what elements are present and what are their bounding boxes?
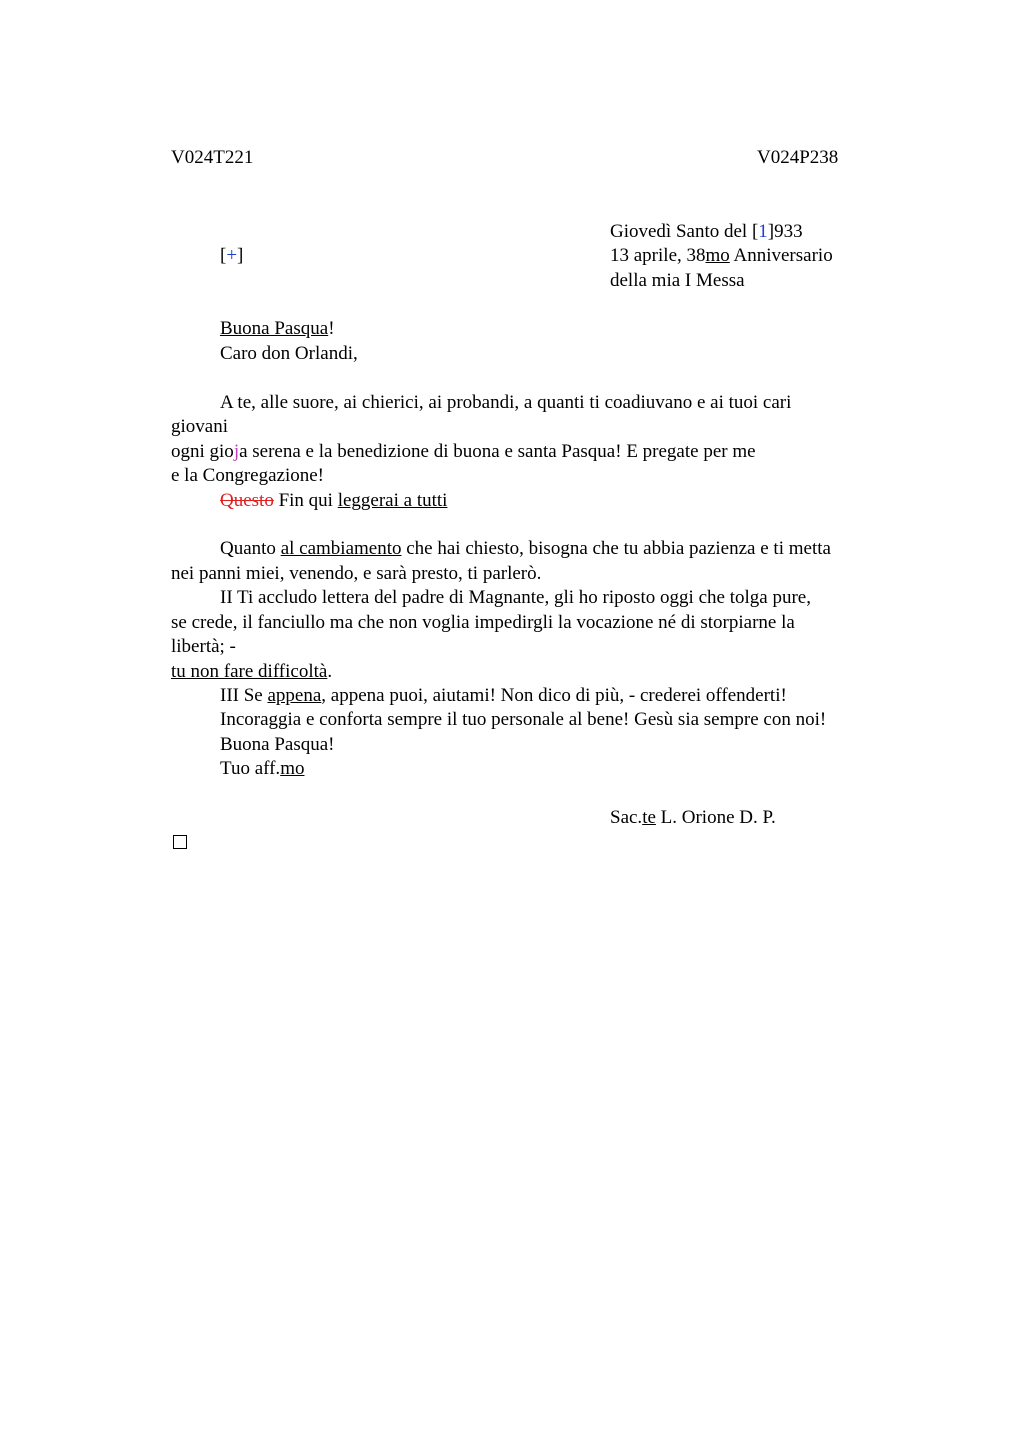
deleted-text: Questo bbox=[220, 490, 274, 511]
body-line: giovani bbox=[171, 416, 228, 437]
body-line: Incoraggia e conforta sempre il tuo personale al bene! Gesù sia sempre con noi! bbox=[220, 709, 827, 730]
document-code-left: V024T221 bbox=[171, 147, 254, 168]
editorial-insertion: 1 bbox=[758, 221, 768, 242]
body-line: ogni gioja serena e la benedizione di buona e santa Pasqua! E pregate per me bbox=[171, 441, 756, 462]
end-square-icon bbox=[173, 835, 187, 849]
body-line: nei panni miei, venendo, e sarà presto, ti parlerò. bbox=[171, 563, 542, 584]
document-code-right: V024P238 bbox=[757, 147, 839, 168]
closing-line: Tuo aff.mo bbox=[220, 758, 305, 779]
signature: Sac.te L. Orione D. P. bbox=[610, 807, 776, 828]
superscript-abbreviation: mo bbox=[705, 245, 730, 266]
dateline-line-1: Giovedì Santo del [1]933 bbox=[610, 221, 803, 242]
body-line: III Se appena, appena puoi, aiutami! Non dico di più, - crederei offenderti! bbox=[220, 685, 787, 706]
body-line: II Ti accludo lettera del padre di Magnante, gli ho riposto oggi che tolga pure, bbox=[220, 587, 811, 608]
body-line: Quanto al cambiamento che hai chiesto, bisogna che tu abbia pazienza e ti metta bbox=[220, 538, 831, 559]
salutation: Caro don Orlandi, bbox=[220, 343, 358, 364]
cross-icon: + bbox=[226, 245, 238, 266]
body-line: A te, alle suore, ai chierici, ai probandi, a quanti ti coadiuvano e ai tuoi cari bbox=[220, 392, 792, 413]
body-line: libertà; - bbox=[171, 636, 236, 657]
dateline-line-3: della mia I Messa bbox=[610, 270, 745, 291]
body-line: se crede, il fanciullo ma che non voglia impedirgli la vocazione né di storpiarne la bbox=[171, 612, 795, 633]
closing-line: Buona Pasqua! bbox=[220, 734, 335, 755]
body-line: tu non fare difficoltà. bbox=[171, 661, 333, 682]
body-line: Questo Fin qui leggerai a tutti bbox=[220, 490, 448, 511]
cross-mark: [+] bbox=[220, 245, 244, 266]
dateline-line-2: 13 aprile, 38mo Anniversario bbox=[610, 245, 833, 266]
greeting-buona-pasqua: Buona Pasqua! bbox=[220, 318, 335, 339]
inserted-letter: j bbox=[233, 441, 240, 462]
body-line: e la Congregazione! bbox=[171, 465, 324, 486]
